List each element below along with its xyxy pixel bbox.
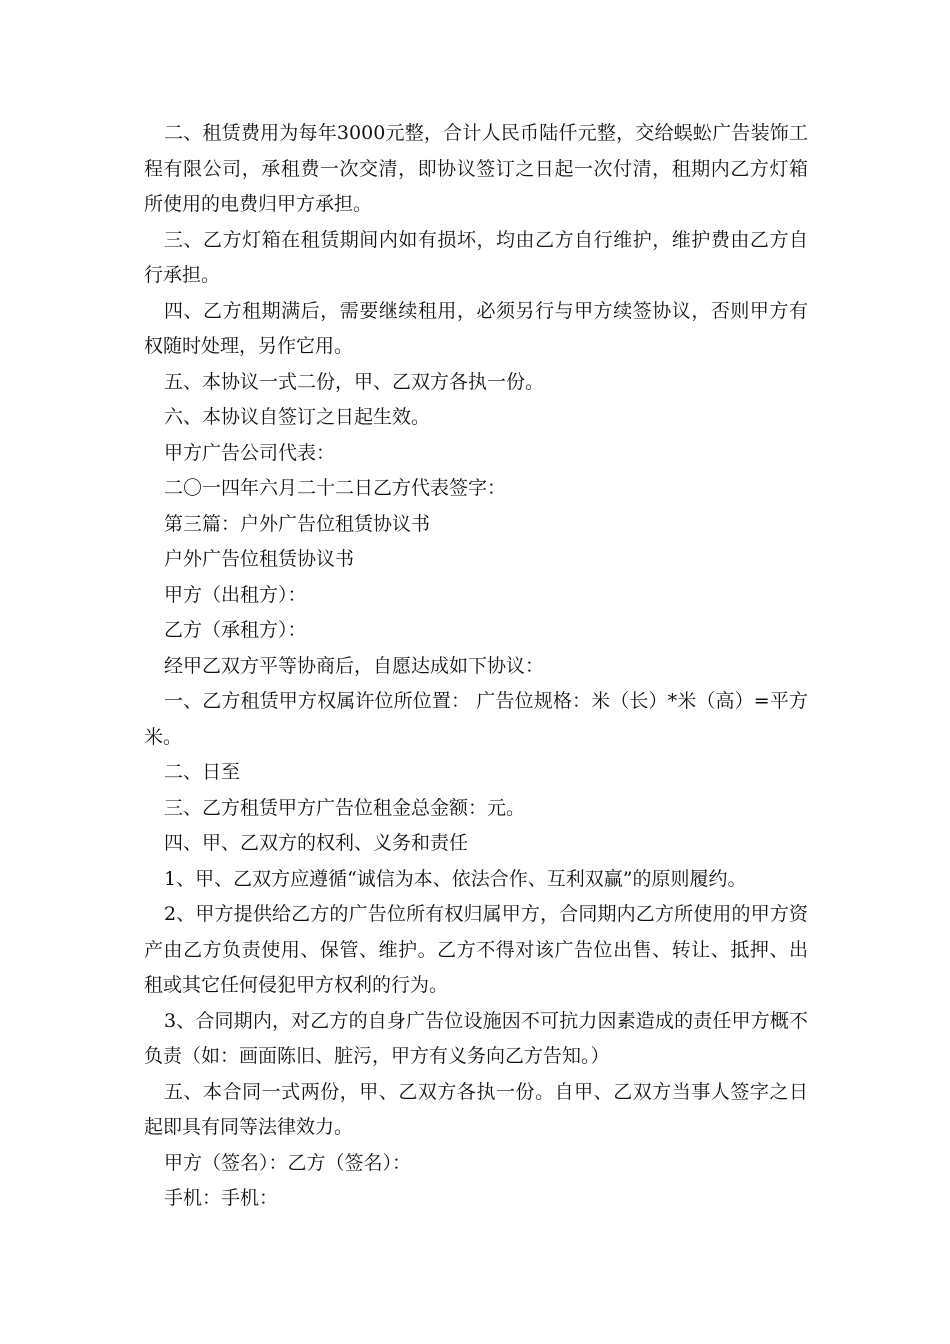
clause-rights-heading: 四、甲、乙双方的权利、义务和责任 [164, 832, 469, 854]
paragraph-renewal: 四、乙方租期满后，需要继续租用，必须另行与甲方续签协议，否则甲方有权随时处理，另作它用。 [144, 299, 808, 357]
paragraph-copies: 五、本协议一式二份，甲、乙双方各执一份。 [164, 370, 545, 393]
clause-location-spec: 一、乙方租赁甲方权属许位所位置： 广告位规格：米（长）*米（高）=平方米。 [144, 690, 808, 748]
paragraph-effective: 六、本协议自签订之日起生效。 [164, 406, 431, 428]
party-a-lessor: 甲方（出租方）： [164, 583, 307, 606]
section-heading-part-three: 第三篇：户外广告位租赁协议书 [164, 512, 431, 535]
paragraph-agreement-intro: 经甲乙双方平等协商后，自愿达成如下协议： [164, 654, 545, 677]
agreement-title: 户外广告位租赁协议书 [164, 548, 355, 570]
clause-period: 二、日至 [164, 761, 241, 783]
clause-item-2: 2、甲方提供给乙方的广告位所有权归属甲方，合同期内乙方所使用的甲方资产由乙方负责使用、保管、维护。乙方不得对该广告位出售、转让、抵押、出租或其它任何侵犯甲方权利的行为。 [144, 903, 808, 996]
paragraph-party-a-rep: 甲方广告公司代表： [164, 441, 336, 464]
party-b-lessee: 乙方（承租方）： [164, 619, 307, 641]
paragraph-date-party-b-sign: 二〇一四年六月二十二日乙方代表签字： [164, 477, 507, 499]
clause-item-3: 3、合同期内，对乙方的自身广告位设施因不可抗力因素造成的责任甲方概不负责（如：画面陈旧、脏污，甲方有义务向乙方告知。） [144, 1009, 808, 1067]
clause-copies-effect: 五、本合同一式两份，甲、乙双方各执一份。自甲、乙双方当事人签字之日起即具有同等法律效力。 [144, 1080, 808, 1138]
clause-rent-total: 三、乙方租赁甲方广告位租金总金额：元。 [164, 796, 526, 819]
clause-item-1: 1、甲、乙双方应遵循“诚信为本、依法合作、互利双赢”的原则履约。 [164, 867, 747, 890]
phone-line: 手机：手机： [164, 1187, 279, 1209]
signature-line: 甲方（签名）：乙方（签名）： [164, 1151, 412, 1174]
document-body [144, 116, 808, 1217]
paragraph-rent-fee: 二、租赁费用为每年3000元整，合计人民币陆仟元整，交给蜈蚣广告装饰工程有限公司，承租费一次交清，即协议签订之日起一次付清，租期内乙方灯箱所使用的电费归甲方承担。 [144, 122, 808, 215]
paragraph-lightbox-maintenance: 三、乙方灯箱在租赁期间内如有损坏，均由乙方自行维护，维护费由乙方自行承担。 [144, 228, 808, 286]
